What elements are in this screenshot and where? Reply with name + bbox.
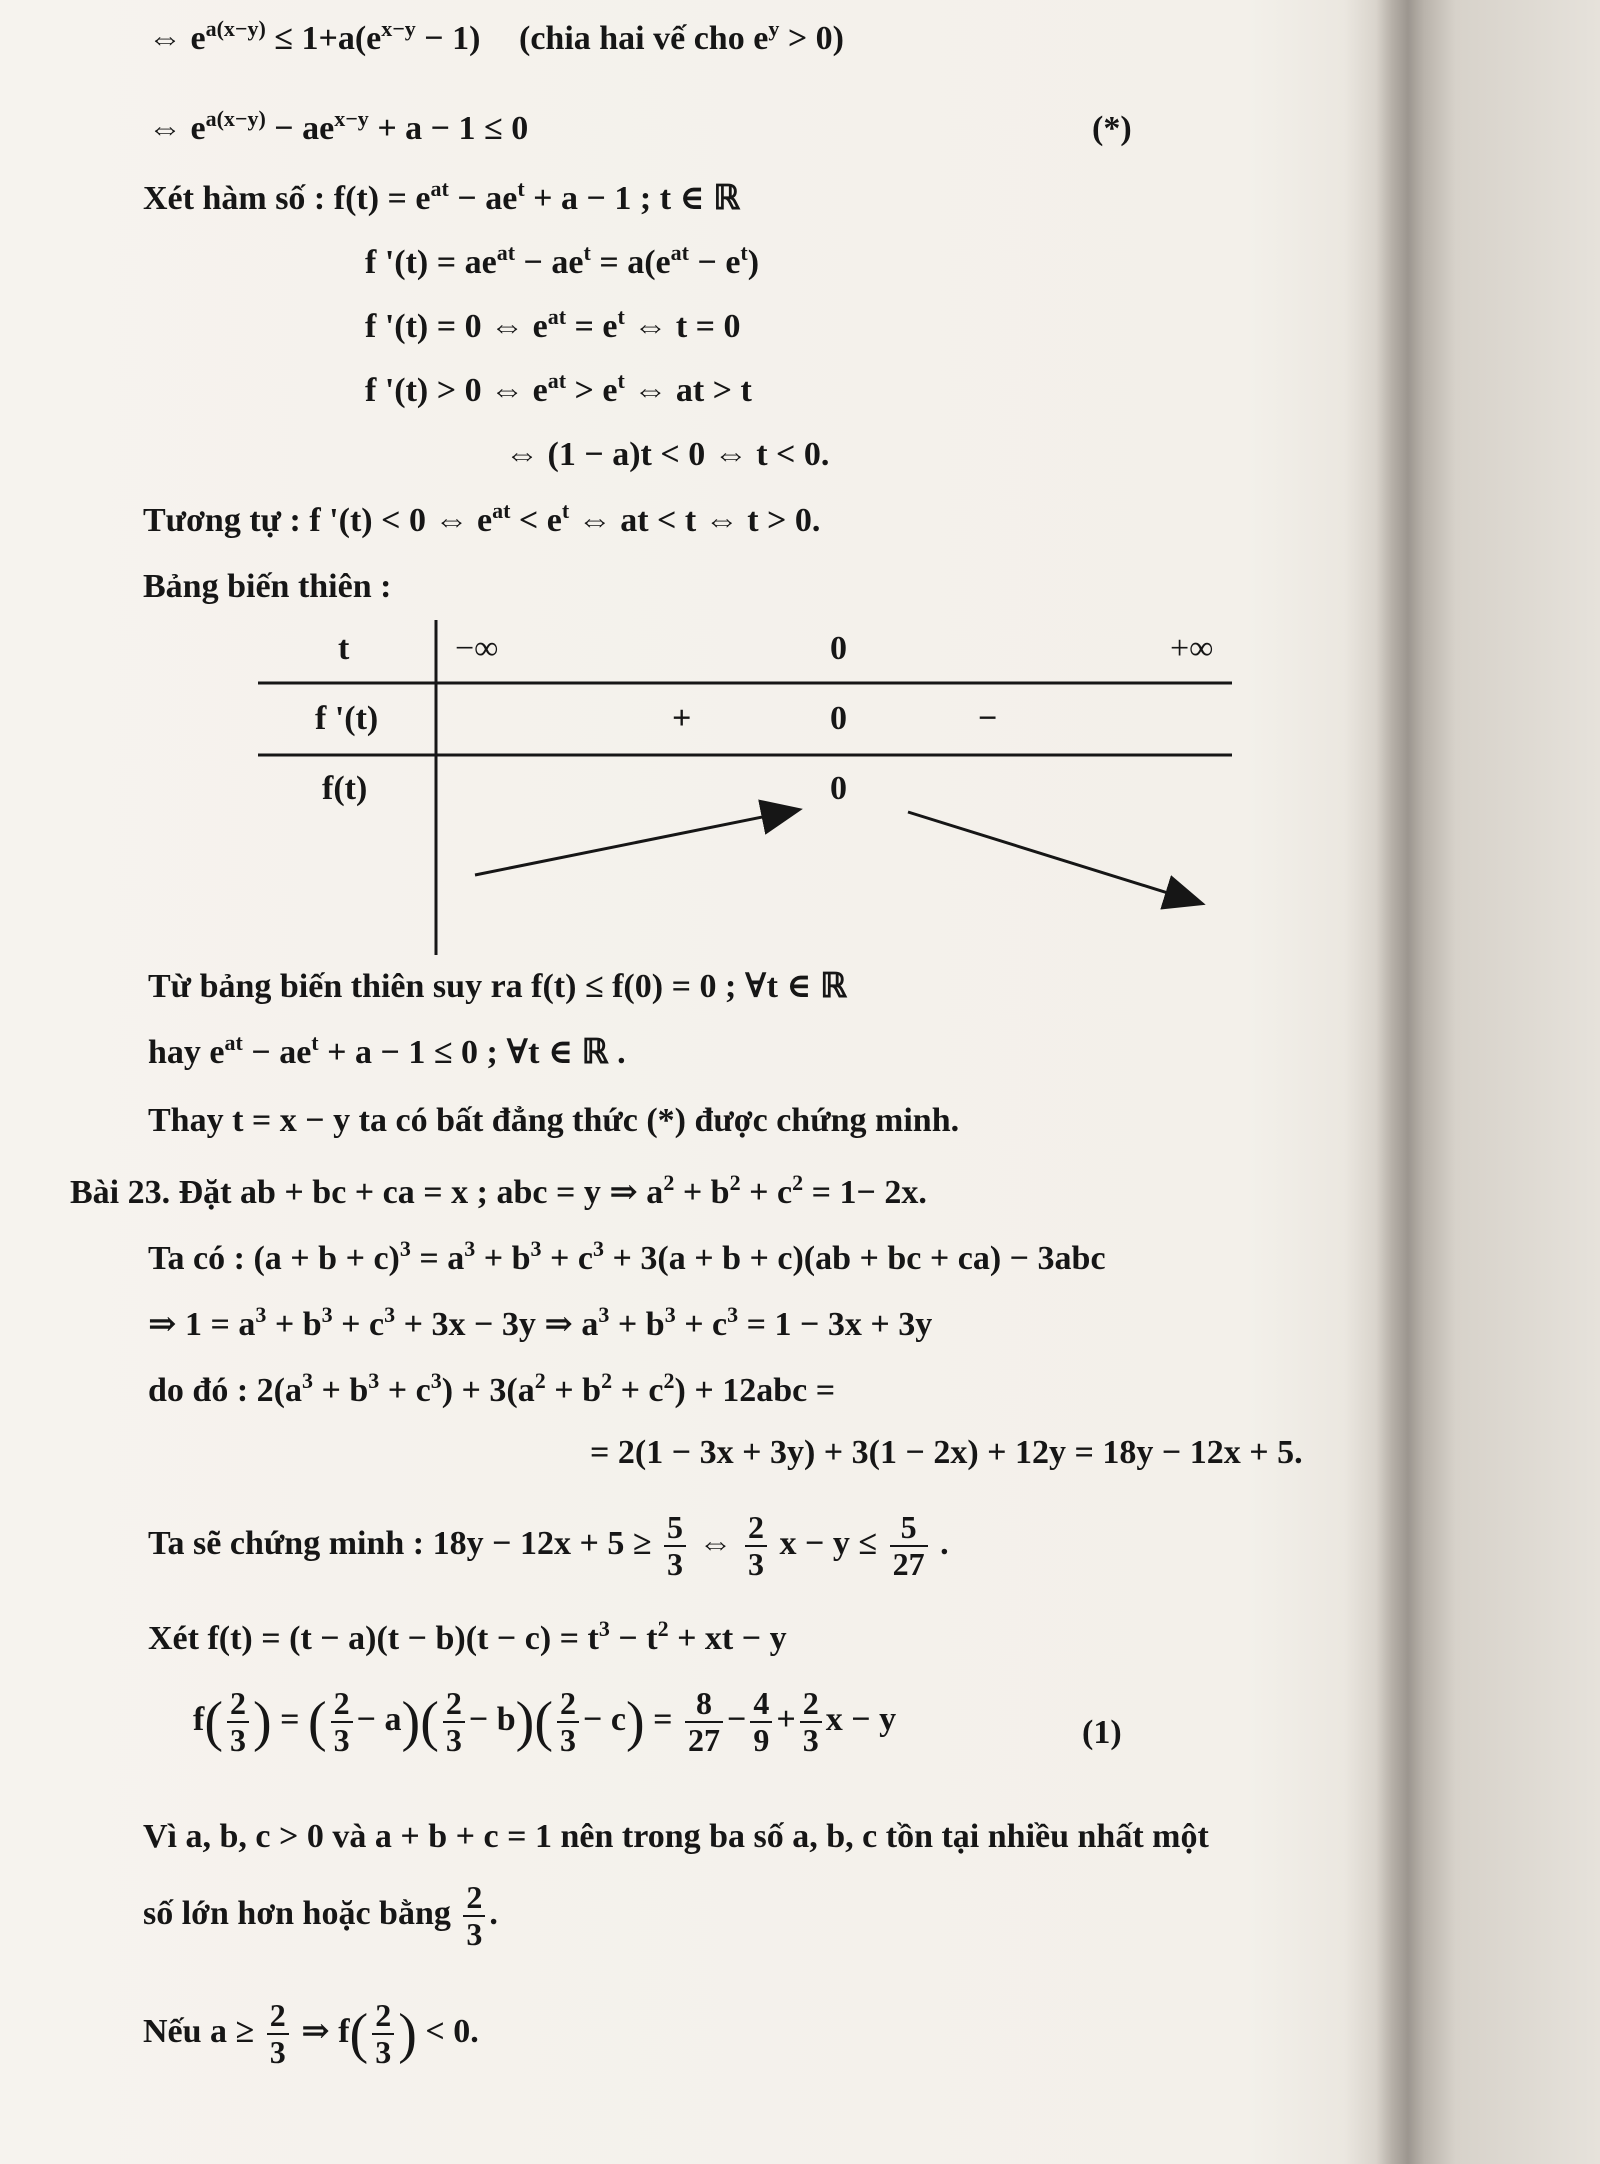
fraction-5-3: $\frac{5}{3}$ — [664, 1510, 686, 1582]
table-t-zero: 0 — [830, 630, 847, 667]
table-neg-inf: −∞ — [455, 630, 499, 667]
increasing-arrow — [475, 810, 797, 875]
table-row-fprime: f '(t) — [315, 700, 379, 737]
fraction-2-3-b: $\frac{2}{3}$ — [463, 1880, 485, 1952]
table-row-t: t — [338, 630, 350, 667]
polynomial-evaluation: f( $\frac{2}{3}$ ) = ( $\frac{2}{3}$ − a)( $\frac{2}{3}$ − b)( $\frac{2}{3}$ − c) = $\frac{8}{27}$ − $\frac{4}{9}$ + $\frac{2}{3}$ x − y — [193, 1685, 897, 1759]
table-plus-sign: + — [672, 700, 692, 737]
problem-23-intro: Bài 23. Đặt ab + bc + ca = x ; abc = y ⇒ $a^2 + b^2 + c^2 = 1- 2x$. — [70, 1170, 927, 1211]
conclusion-line-3: Thay t = x − y ta có bất đẳng thức (*) được chứng minh. — [148, 1102, 960, 1139]
derivative-negative-line: Tương tự : f '(t) < 0 ⇔ $e^{at} < e^t$ ⇔ at < t ⇔ t > 0. — [143, 498, 821, 539]
combination-line: do đó : $2(a^3 + b^3 + c^3) + 3(a^2 + b^2 + c^2) + 12abc$ = — [148, 1368, 836, 1409]
table-pos-inf: +∞ — [1170, 630, 1214, 667]
fraction-2-3: $\frac{2}{3}$ — [745, 1510, 767, 1582]
argument-line-1: Vì a, b, c > 0 và a + b + c = 1 nên trong ba số a, b, c tồn tại nhiều nhất một — [143, 1818, 1209, 1855]
table-minus-sign: − — [978, 700, 998, 737]
combination-result: = 2(1 − 3x + 3y) + 3(1 − 2x) + 12y = 18y − 12x + 5. — [590, 1434, 1303, 1471]
claim-line: Ta sẽ chứng minh : 18y − 12x + 5 ≥ $\frac{5}{3}$ ⇔ $\frac{2}{3}$ x − y ≤ $\frac{5}{27}$ . — [148, 1509, 949, 1583]
derivative-positive-result: ⇔ (1 − a)t < 0 ⇔ t < 0. — [505, 436, 830, 473]
conclusion-line-2: hay $e^{at} - ae^t + a - 1 \le 0$ ; ∀t ∈ ℝ . — [148, 1030, 626, 1071]
case-line: Nếu a ≥ $\frac{2}{3}$ ⇒ f( $\frac{2}{3}$ ) < 0. — [143, 1997, 479, 2071]
table-f-zero: 0 — [830, 770, 847, 807]
equation-tag-1: (1) — [1082, 1714, 1122, 1751]
cube-sum-line: ⇒ $1 = a^3 + b^3 + c^3 + 3x - 3y$ ⇒ $a^3 + b^3 + c^3 = 1 - 3x + 3y$ — [148, 1302, 933, 1343]
variation-table-heading: Bảng biến thiên : — [143, 568, 392, 605]
equation-mark: (*) — [1092, 110, 1132, 147]
conclusion-line-1: Từ bảng biến thiên suy ra f(t) ≤ f(0) = 0 ; ∀t ∈ ℝ — [148, 968, 847, 1005]
derivative-line: f '$(t) = ae^{at} - ae^t = a(e^{at} - e^t)$ — [365, 240, 760, 281]
table-fprime-zero: 0 — [830, 700, 847, 737]
derivative-zero-line: f '(t) = 0 ⇔ $e^{at} = e^t$ ⇔ t = 0 — [365, 304, 741, 345]
table-row-f: f(t) — [322, 770, 368, 807]
equation-line-2: ⇔ $e^{a(x-y)} - ae^{x-y} + a - 1 \le 0$ — [148, 106, 529, 147]
fraction-5-27: $\frac{5}{27}$ — [890, 1510, 928, 1582]
function-definition: Xét hàm số : $f(t) = e^{at} - ae^t + a - 1$ ; t ∈ ℝ — [143, 176, 741, 217]
decreasing-arrow — [908, 812, 1200, 903]
cube-identity-line: Ta có : $(a + b + c)^3 = a^3 + b^3 + c^3 + 3(a + b + c)(ab$ + bc + ca) − 3abc — [148, 1236, 1106, 1277]
derivative-positive-line: f '(t) > 0 ⇔ $e^{at} > e^t$ ⇔ at > t — [365, 368, 752, 409]
polynomial-definition: Xét $f(t) = (t - a)(t - b)(t - c) = t^3 - t^2$ + xt − y — [148, 1616, 787, 1657]
equation-line-1: ⇔ $e^{a(x-y)} \le 1+a(e^{x-y} - 1)$ (chia hai vế cho $e^y > 0$) — [148, 16, 845, 57]
argument-line-2: số lớn hơn hoặc bằng $\frac{2}{3}$ . — [143, 1879, 498, 1953]
